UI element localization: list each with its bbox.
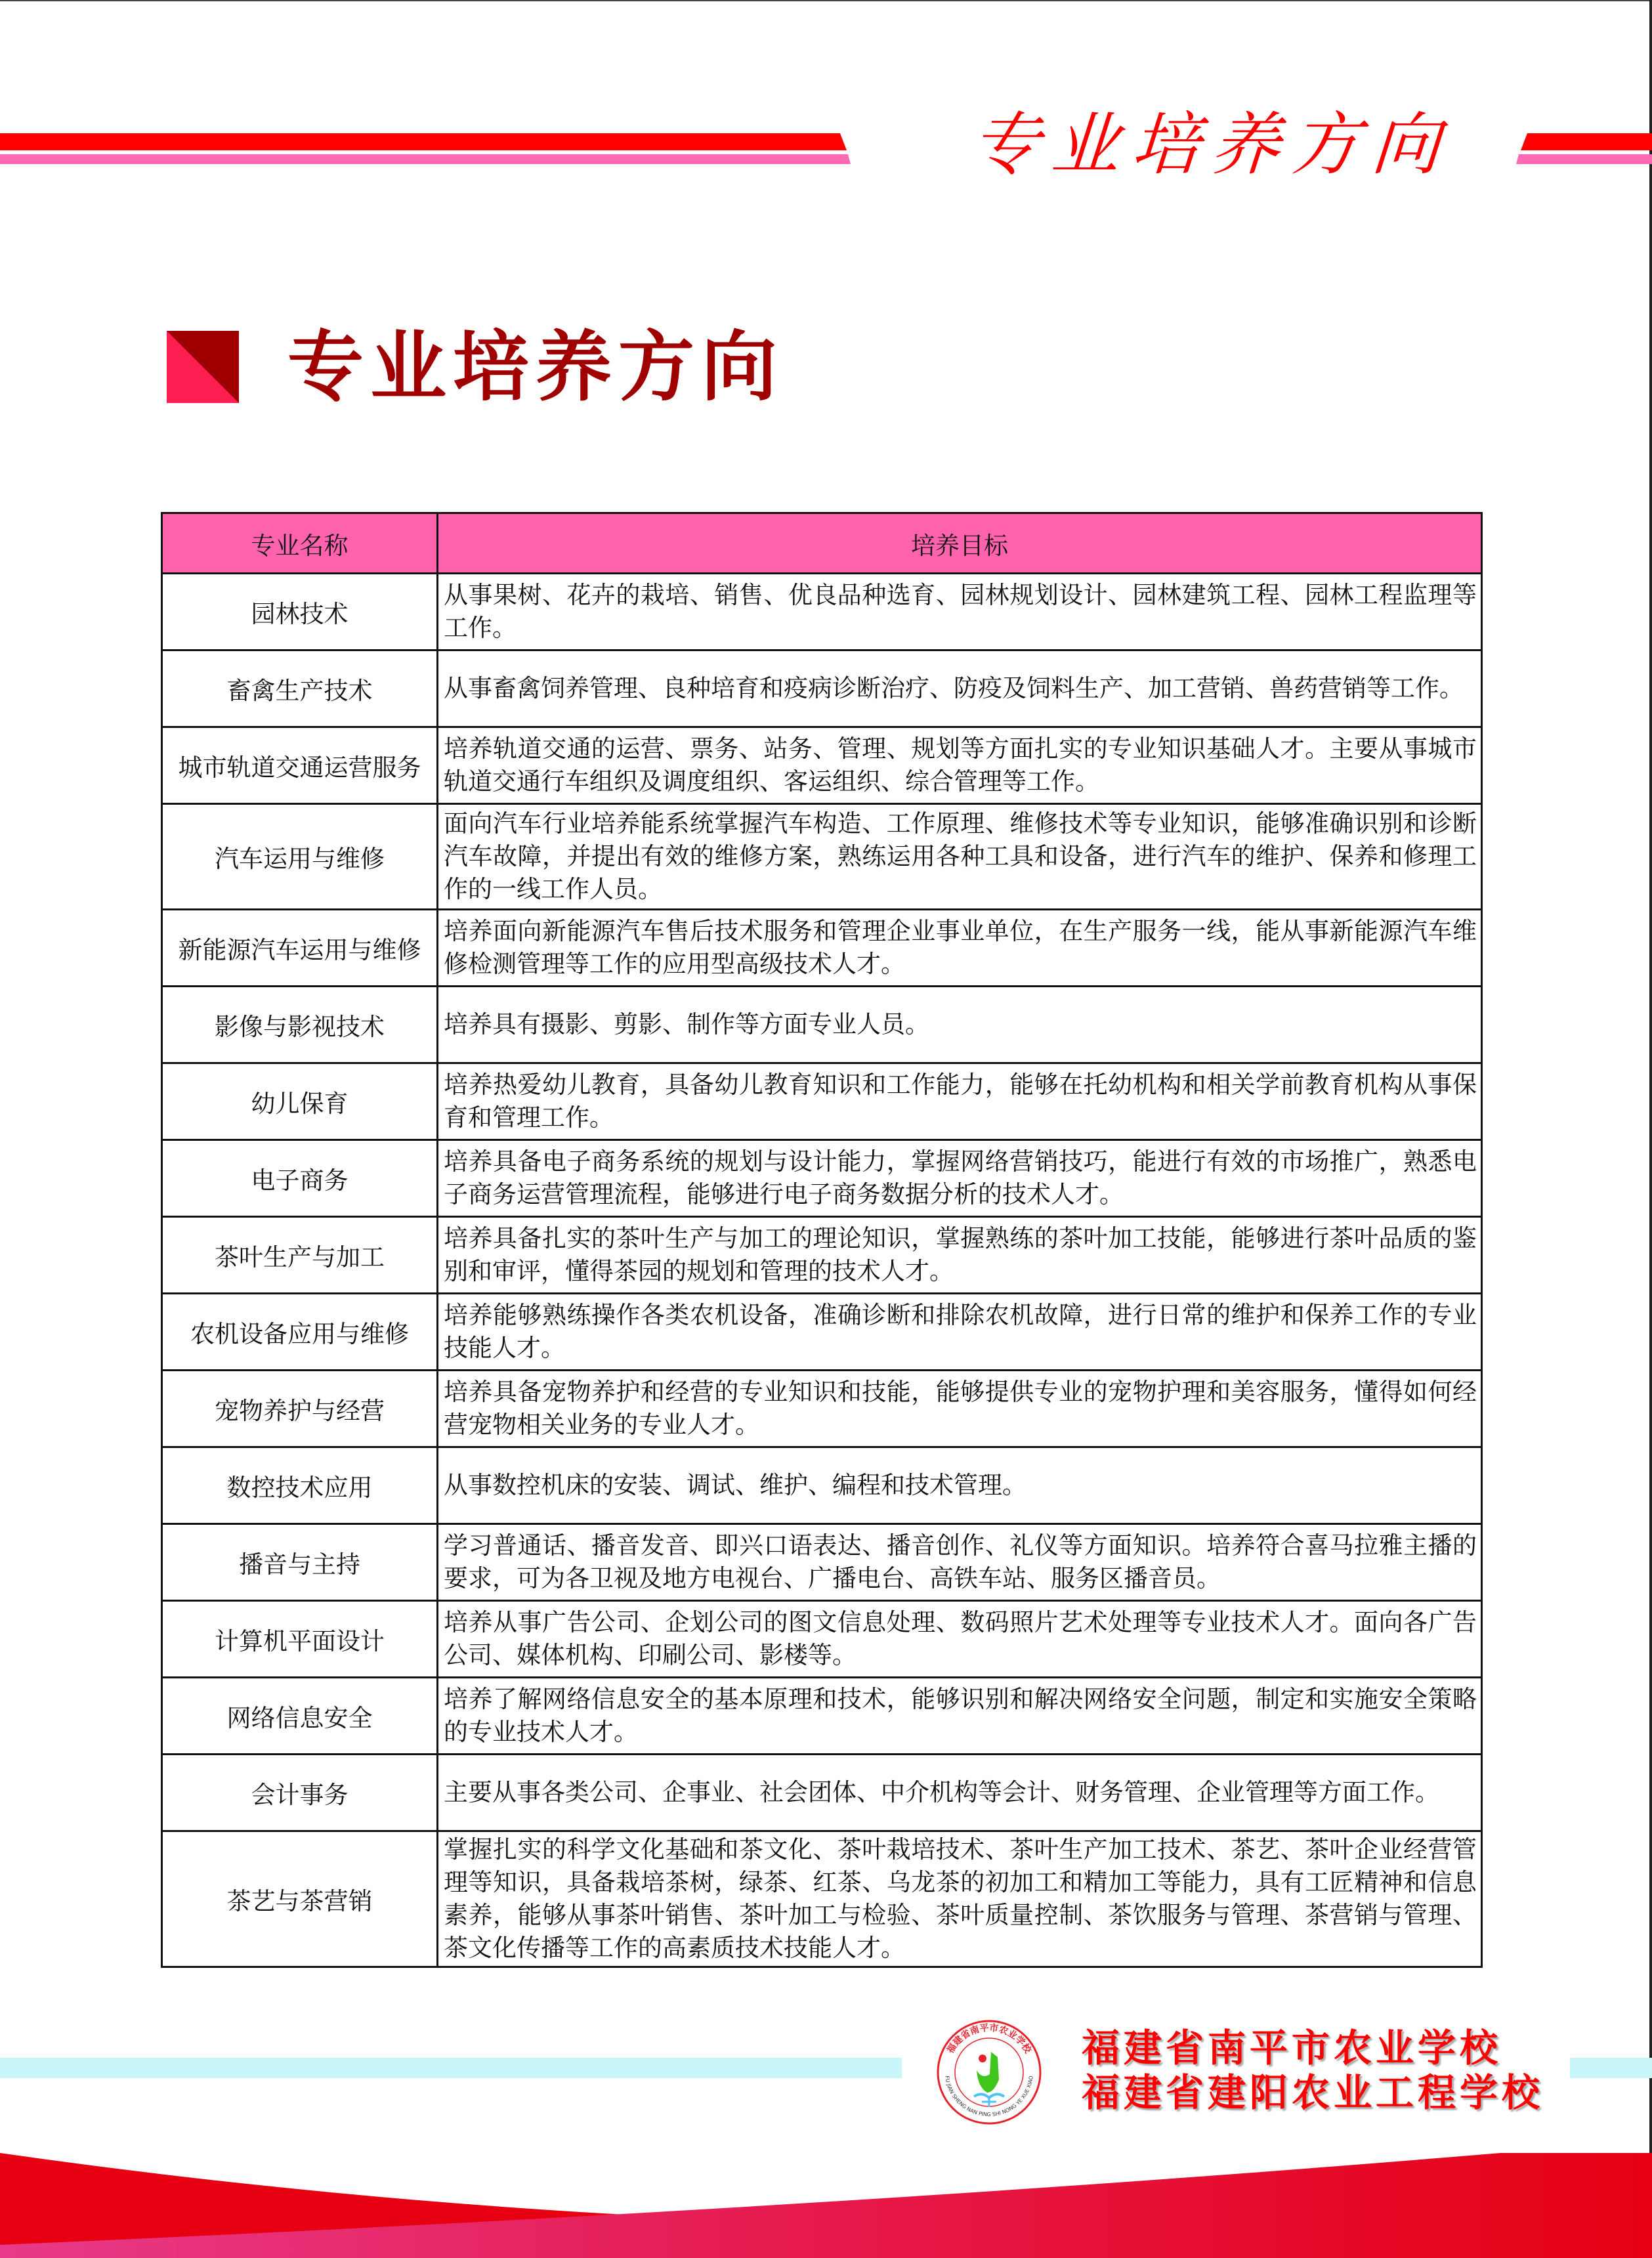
table-row xyxy=(162,910,1482,987)
major-name-cell: 新能源汽车运用与维修 xyxy=(162,910,438,987)
table-row xyxy=(162,804,1482,910)
table-row xyxy=(162,1447,1482,1524)
footer-wave-decoration xyxy=(0,2153,1652,2258)
header-training-goal: 培养目标 xyxy=(438,513,1482,574)
training-goal-cell: 培养具备宠物养护和经营的专业知识和技能，能够提供专业的宠物护理和美容服务，懂得如何经营宠物相关业务的专业人才。 xyxy=(438,1371,1482,1447)
major-name-cell: 影像与影视技术 xyxy=(162,987,438,1063)
training-goal-cell: 培养具备电子商务系统的规划与设计能力，掌握网络营销技巧，能进行有效的市场推广，熟悉电子商务运营管理流程，能够进行电子商务数据分析的技术人才。 xyxy=(438,1140,1482,1217)
training-goal-cell: 培养从事广告公司、企划公司的图文信息处理、数码照片艺术处理等专业技术人才。面向各广告公司、媒体机构、印刷公司、影楼等。 xyxy=(438,1601,1482,1678)
major-name-cell: 数控技术应用 xyxy=(162,1447,438,1524)
table-row xyxy=(162,1755,1482,1831)
table-row xyxy=(162,650,1482,727)
major-name-cell: 宠物养护与经营 xyxy=(162,1371,438,1447)
major-name-cell: 电子商务 xyxy=(162,1140,438,1217)
section-title: 专业培养方向 xyxy=(287,323,784,412)
school-logo-icon xyxy=(936,2019,1042,2125)
page-right-border xyxy=(1649,0,1652,2258)
school-name-2: 福建省建阳农业工程学校 xyxy=(1082,2070,1544,2115)
table-row xyxy=(162,574,1482,650)
school-name-1: 福建省南平市农业学校 xyxy=(1082,2026,1502,2070)
major-name-cell: 茶艺与茶营销 xyxy=(162,1831,438,1967)
logo-ring-text-cn: 福建省南平市农业学校 xyxy=(945,2022,1033,2056)
school-names xyxy=(1082,2026,1544,2115)
logo-ring-text-en: FU JIAN SHENG NAN PING SHI NONG YE XUE XIAO xyxy=(944,2075,1034,2118)
table-row xyxy=(162,1140,1482,1217)
training-goal-cell: 培养轨道交通的运营、票务、站务、管理、规划等方面扎实的专业知识基础人才。主要从事城市轨道交通行车组织及调度组织、客运组织、综合管理等工作。 xyxy=(438,727,1482,804)
banner-stripe-left-red xyxy=(0,133,847,150)
banner-title: 专业培养方向 xyxy=(968,104,1455,184)
footer-cyan-band-left xyxy=(0,2058,902,2078)
majors-table xyxy=(161,512,1483,1968)
major-name-cell: 计算机平面设计 xyxy=(162,1601,438,1678)
table-row xyxy=(162,1601,1482,1678)
table-row xyxy=(162,1371,1482,1447)
training-goal-cell: 培养热爱幼儿教育，具备幼儿教育知识和工作能力，能够在托幼机构和相关学前教育机构从事保育和管理工作。 xyxy=(438,1063,1482,1140)
table-header-row xyxy=(162,513,1482,574)
major-name-cell: 畜禽生产技术 xyxy=(162,650,438,727)
table-row xyxy=(162,1217,1482,1294)
major-name-cell: 会计事务 xyxy=(162,1755,438,1831)
training-goal-cell: 培养能够熟练操作各类农机设备，准确诊断和排除农机故障，进行日常的维护和保养工作的专业技能人才。 xyxy=(438,1294,1482,1371)
table-row xyxy=(162,1831,1482,1967)
table-row xyxy=(162,1063,1482,1140)
training-goal-cell: 掌握扎实的科学文化基础和茶文化、茶叶栽培技术、茶叶生产加工技术、茶艺、茶叶企业经营管理等知识，具备栽培茶树，绿茶、红茶、乌龙茶的初加工和精加工等能力，具有工匠精神和信息素养，能够从事茶叶销售、茶叶加工与检验、茶叶质量控制、茶饮服务与管理、茶营销与管理、茶文化传播等工作的高素质技术技能人才。 xyxy=(438,1831,1482,1967)
training-goal-cell: 从事畜禽饲养管理、良种培育和疫病诊断治疗、防疫及饲料生产、加工营销、兽药营销等工作。 xyxy=(438,650,1482,727)
training-goal-cell: 从事数控机床的安装、调试、维护、编程和技术管理。 xyxy=(438,1447,1482,1524)
major-name-cell: 茶叶生产与加工 xyxy=(162,1217,438,1294)
footer-cyan-band-right xyxy=(1570,2058,1652,2078)
table-row xyxy=(162,1678,1482,1755)
major-name-cell: 播音与主持 xyxy=(162,1524,438,1601)
header-major-name: 专业名称 xyxy=(162,513,438,574)
major-name-cell: 农机设备应用与维修 xyxy=(162,1294,438,1371)
banner-stripe-right-pink xyxy=(1516,154,1652,164)
section-marker-icon xyxy=(167,331,239,403)
table-row xyxy=(162,987,1482,1063)
major-name-cell: 城市轨道交通运营服务 xyxy=(162,727,438,804)
training-goal-cell: 面向汽车行业培养能系统掌握汽车构造、工作原理、维修技术等专业知识，能够准确识别和诊断汽车故障，并提出有效的维修方案，熟练运用各种工具和设备，进行汽车的维护、保养和修理工作的一线工作人员。 xyxy=(438,804,1482,910)
table-row xyxy=(162,1524,1482,1601)
banner-stripe-right-red xyxy=(1521,133,1652,150)
banner-stripe-left-pink xyxy=(0,154,851,164)
training-goal-cell: 学习普通话、播音发音、即兴口语表达、播音创作、礼仪等方面知识。培养符合喜马拉雅主播的要求，可为各卫视及地方电视台、广播电台、高铁车站、服务区播音员。 xyxy=(438,1524,1482,1601)
training-goal-cell: 培养具备扎实的茶叶生产与加工的理论知识，掌握熟练的茶叶加工技能，能够进行茶叶品质的鉴别和审评，懂得茶园的规划和管理的技术人才。 xyxy=(438,1217,1482,1294)
training-goal-cell: 培养了解网络信息安全的基本原理和技术，能够识别和解决网络安全问题，制定和实施安全策略的专业技术人才。 xyxy=(438,1678,1482,1755)
training-goal-cell: 培养面向新能源汽车售后技术服务和管理企业事业单位，在生产服务一线，能从事新能源汽车维修检测管理等工作的应用型高级技术人才。 xyxy=(438,910,1482,987)
training-goal-cell: 培养具有摄影、剪影、制作等方面专业人员。 xyxy=(438,987,1482,1063)
training-goal-cell: 主要从事各类公司、企事业、社会团体、中介机构等会计、财务管理、企业管理等方面工作。 xyxy=(438,1755,1482,1831)
major-name-cell: 网络信息安全 xyxy=(162,1678,438,1755)
table-row xyxy=(162,727,1482,804)
major-name-cell: 幼儿保育 xyxy=(162,1063,438,1140)
major-name-cell: 汽车运用与维修 xyxy=(162,804,438,910)
table-row xyxy=(162,1294,1482,1371)
training-goal-cell: 从事果树、花卉的栽培、销售、优良品种选育、园林规划设计、园林建筑工程、园林工程监理等工作。 xyxy=(438,574,1482,650)
page-top-border xyxy=(0,0,1652,1)
major-name-cell: 园林技术 xyxy=(162,574,438,650)
